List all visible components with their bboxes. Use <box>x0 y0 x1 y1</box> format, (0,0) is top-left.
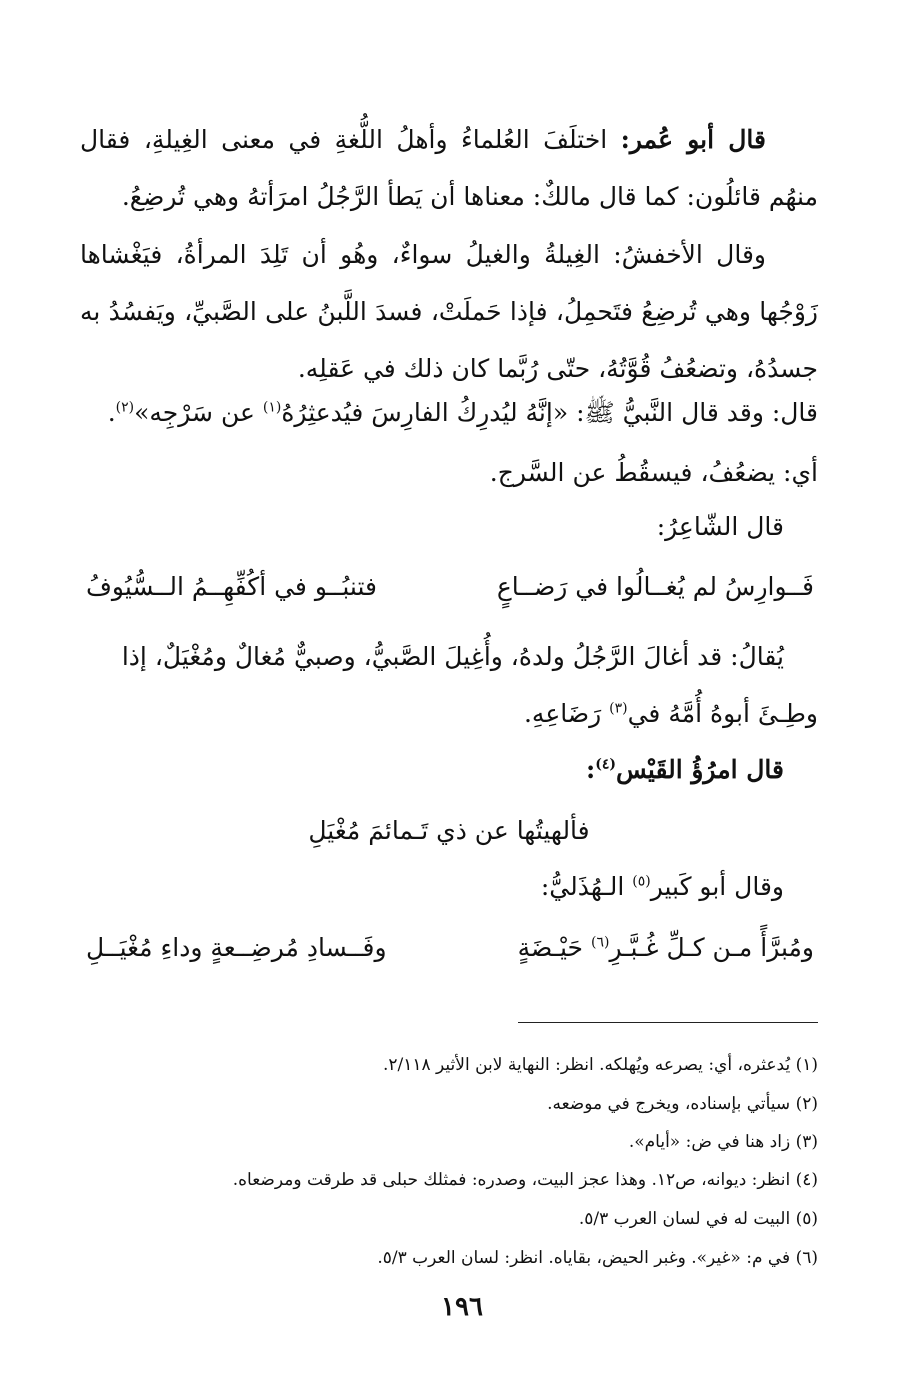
footnote-3: (٣) زاد هنا في ض: «أيام». <box>628 1132 818 1152</box>
hadith-period: . <box>107 398 116 427</box>
verse-mubarra <box>86 919 814 976</box>
verse-mubarra-ajuz: وفَــسادِ مُرضِــعةٍ وداءِ مُغْيَــلِ <box>86 933 387 962</box>
hadith-text: قال: وقد قال النَّبيُّ ﷺ: «إنَّهُ ليُدرِكُ الفارِسَ فيُدعثِرُهُ <box>281 398 818 427</box>
paragraph-abu-umar-text: اختلَفَ العُلماءُ وأهلُ اللُّغةِ في معنى الغِيلةِ، فقال منهُم قائلُون: كما قال مالكٌ: معناها أن يَطأ الرَّجُلُ امرَأتهُ وهي تُرضِعُ. <box>80 125 818 211</box>
speaker-abu-umar: قال أبو عُمر: <box>620 125 766 154</box>
poet-intro-abu-kabir <box>541 858 784 915</box>
poet-name: قال امرُؤُ القَيْس <box>616 755 784 784</box>
footnote-2: (٢) سيأتي بإسناده، ويخرج في موضعه. <box>547 1094 818 1114</box>
page-number: ١٩٦ <box>441 1292 483 1322</box>
paragraph-yuqal-text-end: رَضَاعِهِ. <box>523 699 610 728</box>
poet-name: وقال أبو كَبير <box>650 872 784 901</box>
footnote-ref-6: (٦) <box>590 934 610 951</box>
verse-alhaytuha: فألهيتُها عن ذي تَـمائمَ مُغْيَلِ <box>308 816 590 845</box>
hadith-explanation: أي: يضعُفُ، فيسقُطُ عن السَّرج. <box>489 458 818 487</box>
footnote-ref-4: (٤) <box>595 756 617 773</box>
poet-nisba: الـهُذَليُّ: <box>540 872 633 901</box>
paragraph-yuqal-line2 <box>524 685 818 742</box>
poet-intro-imru-alqais <box>586 741 784 798</box>
footnote-ref-5: (٥) <box>632 873 651 890</box>
verse-mubarra-sadr-end: حَيْـضَةٍ <box>517 933 591 962</box>
footnote-ref-2: (٢) <box>115 399 135 416</box>
footnote-divider <box>518 1022 818 1023</box>
poet-intro-shaer: قال الشّاعِرُ: <box>656 512 784 541</box>
footnote-4: (٤) انظر: ديوانه، ص١٢. وهذا عجز البيت، وصدره: فمثلك حبلى قد طرقت ومرضعاه. <box>232 1170 818 1190</box>
footnote-1: (١) يُدعثره، أي: يصرعه ويُهلكه. انظر: النهاية لابن الأثير ٢/١١٨. <box>382 1055 818 1075</box>
paragraph-yuqal-text: وطِـئَ أبوهُ أُمَّهُ في <box>627 699 818 728</box>
footnote-5: (٥) البيت له في لسان العرب ٥/٣. <box>578 1209 818 1229</box>
paragraph-yuqal-line1: يُقالُ: قد أغالَ الرَّجُلُ ولدهُ، وأُغِيلَ الصَّبيُّ، وصبيٌّ مُغالٌ ومُغْيَلٌ، إذا <box>121 642 784 671</box>
footnote-ref-1: (١) <box>262 399 282 416</box>
poet-intro-colon: : <box>586 755 596 784</box>
footnote-ref-3: (٣) <box>609 700 628 717</box>
verse-fawaris-sadr: فَــوارِسُ لم يُغــالُوا في رَضــاعٍ <box>496 572 814 601</box>
verse-mubarra-sadr <box>518 919 814 976</box>
verse-fawaris <box>86 558 814 615</box>
paragraph-akhfash: وقال الأخفشُ: الغِيلةُ والغيلُ سواءٌ، وهُو أن تَلِدَ المرأةُ، فيَغْشاها زَوْجُها وهي تُرضِعُ فتَحمِلُ، فإذا حَملَتْ، فسدَ اللَّبنُ على الصَّبيِّ، ويَفسُدُ به جسدُهُ، وتضعُفُ قُوَّتُهُ، حتّى رُبَّما كان ذلك في عَقلِه. <box>80 240 818 383</box>
hadith-text-end: عن سَرْجِه» <box>134 398 263 427</box>
paragraph-abu-umar <box>80 111 818 225</box>
hadith-line <box>108 384 818 441</box>
footnote-6: (٦) في م: «غير». وغبر الحيض، بقاياه. انظر: لسان العرب ٥/٣. <box>377 1248 818 1268</box>
verse-fawaris-ajuz: فتنبُــو في أكُفِّهِــمُ الــسُّيُوفُ <box>86 572 377 601</box>
verse-mubarra-sadr-text: ومُبرَّأً مـن كـلِّ غُـبَّـرِ <box>609 933 814 962</box>
